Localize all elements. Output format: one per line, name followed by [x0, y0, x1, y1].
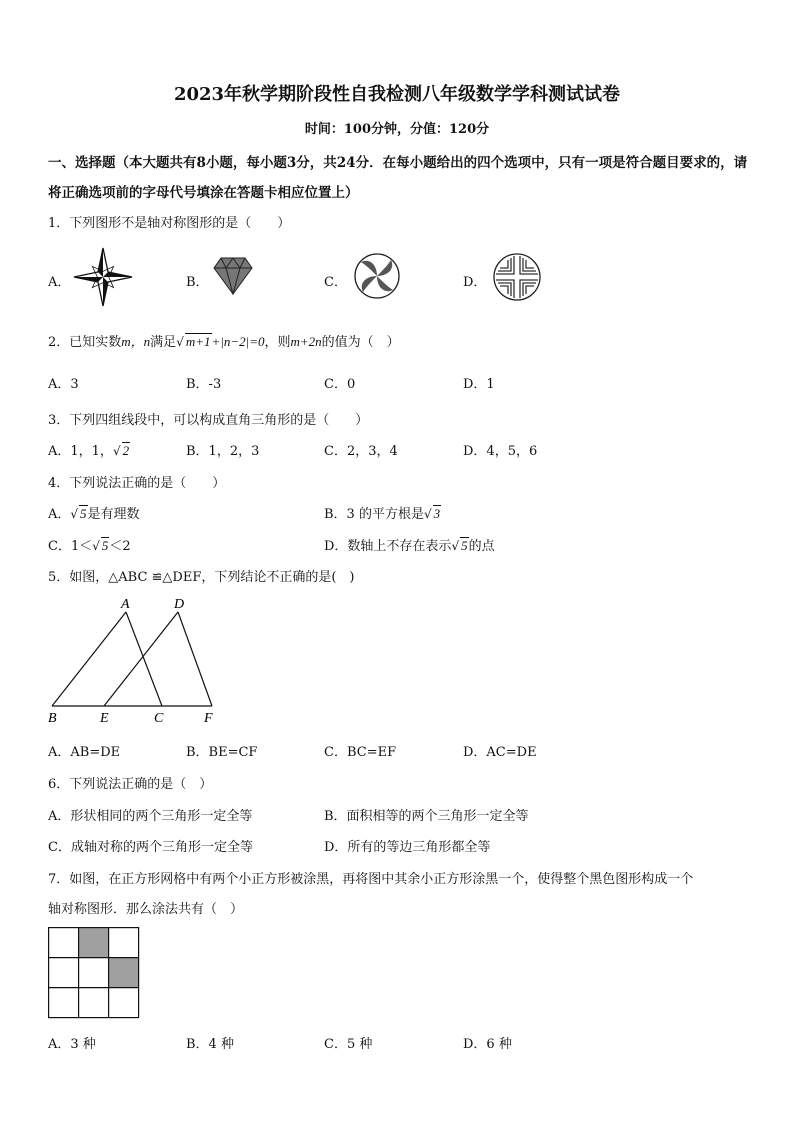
q5-option-b: B．BE=CF — [186, 745, 258, 760]
q3-option-d: D．4，5，6 — [463, 444, 538, 459]
diamond-icon — [213, 257, 253, 295]
swirl-circle-icon — [353, 252, 401, 300]
section-heading: 一、选择题（本大题共有8小题，每小题3分，共24分．在每小题给出的四个选项中，只有一项是符合题目要求的，请将正确选项前的字母代号填涂在答题卡相应位置上） — [48, 155, 748, 201]
q3-option-a — [48, 440, 130, 459]
point-label-a: A — [121, 597, 130, 612]
radical-sign: √ — [112, 444, 121, 458]
q4-option-a-radicand: 5 — [80, 506, 87, 521]
q2-variables: m，n — [121, 334, 151, 349]
q2-radicand: m+1 — [185, 334, 211, 349]
page-title: 2023年秋学期阶段性自我检测八年级数学学科测试试卷 — [173, 84, 621, 105]
q2-stem-part-3: ，则 — [264, 335, 291, 350]
q2-option-b: B．-3 — [186, 377, 222, 392]
question-6-stem: 6．下列说法正确的是（ ） — [48, 777, 213, 792]
q2-target-expression: m+2n — [290, 334, 322, 349]
q4-option-c-radicand: 5 — [101, 538, 109, 553]
point-label-e: E — [100, 711, 109, 726]
point-label-d: D — [174, 597, 185, 612]
point-label-b: B — [48, 711, 57, 726]
q4-option-b-text: B．3 的平方根是 — [324, 507, 424, 522]
q2-expression: +|n−2|=0 — [211, 334, 265, 349]
compass-rose-icon — [72, 246, 134, 308]
q1-option-a-label: A． — [48, 275, 71, 290]
question-2-stem — [48, 331, 400, 350]
question-1-stem: 1．下列图形不是轴对称图形的是（ ） — [48, 216, 291, 231]
q4-option-d-text: D．数轴上不存在表示 — [324, 539, 452, 554]
square-grid-figure — [48, 927, 140, 1019]
q3-option-b: B．1，2，3 — [186, 444, 260, 459]
q4-option-a-label: A． — [48, 507, 71, 522]
q6-option-c: C．成轴对称的两个三角形一定全等 — [48, 840, 253, 855]
q3-option-a-text: A．1，1， — [48, 444, 113, 459]
q2-stem-part-4: 的值为（ ） — [321, 335, 400, 350]
q4-option-a-text: 是有理数 — [87, 507, 140, 522]
q4-option-a — [48, 503, 140, 522]
congruent-triangles-figure — [44, 594, 224, 728]
q3-option-c: C．2，3，4 — [324, 444, 398, 459]
point-label-f: F — [204, 711, 213, 726]
exam-info: 时间：100分钟，分值：120分 — [304, 122, 490, 137]
shaded-square — [78, 928, 108, 958]
q1-option-d-label: D． — [463, 275, 487, 290]
q5-option-a: A．AB=DE — [48, 745, 121, 760]
q7-option-c: C．5 种 — [324, 1037, 373, 1052]
shaded-square — [108, 958, 138, 988]
q7-option-b: B．4 种 — [186, 1037, 234, 1052]
question-4-stem: 4．下列说法正确的是（ ） — [48, 476, 226, 491]
q4-option-c-text: ＜2 — [109, 539, 131, 554]
q1-option-c-label: C． — [324, 275, 347, 290]
radical-sign: √ — [451, 539, 460, 553]
q6-option-b: B．面积相等的两个三角形一定全等 — [324, 809, 529, 824]
question-7-stem-line-1: 7．如图，在正方形网格中有两个小正方形被涂黑，再将图中其余小正方形涂黑一个，使得整个黑色图形构成一个 — [48, 872, 694, 887]
q1-option-b-label: B． — [186, 275, 209, 290]
q2-option-d: D．1 — [463, 377, 495, 392]
q7-option-a: A．3 种 — [48, 1037, 96, 1052]
q7-option-d: D．6 种 — [463, 1037, 512, 1052]
question-5-stem: 5．如图，△ABC ≌△DEF，下列结论不正确的是( ) — [48, 570, 355, 585]
question-3-stem: 3．下列四组线段中，可以构成直角三角形的是（ ） — [48, 413, 369, 428]
q5-option-d: D．AC=DE — [463, 745, 537, 760]
radical-sign: √ — [423, 507, 432, 521]
q5-option-c: C．BC=EF — [324, 745, 397, 760]
q4-option-c-label: C．1＜ — [48, 539, 93, 554]
q2-stem-part-1: 2．已知实数 — [48, 335, 122, 350]
q2-stem-part-2: 满足 — [150, 335, 177, 350]
q4-option-d-radicand: 5 — [461, 538, 468, 553]
q2-option-a: A．3 — [48, 377, 79, 392]
radical-sign: √ — [70, 507, 79, 521]
q4-option-c — [48, 535, 131, 554]
q4-option-d — [324, 535, 495, 554]
question-7-stem-line-2: 轴对称图形．那么涂法共有（ ） — [48, 902, 244, 917]
q4-option-d-tail: 的点 — [468, 539, 495, 554]
q6-option-a: A．形状相同的两个三角形一定全等 — [48, 809, 253, 824]
point-label-c: C — [154, 711, 164, 726]
maze-circle-icon — [492, 252, 542, 302]
q4-option-b-radicand: 3 — [433, 506, 441, 521]
q6-option-d: D．所有的等边三角形都全等 — [324, 840, 491, 855]
q2-option-c: C．0 — [324, 377, 356, 392]
radical-sign: √ — [92, 539, 100, 553]
q4-option-b — [324, 503, 441, 522]
q3-option-a-radicand: 2 — [122, 443, 130, 458]
radical-sign: √ — [176, 335, 184, 349]
